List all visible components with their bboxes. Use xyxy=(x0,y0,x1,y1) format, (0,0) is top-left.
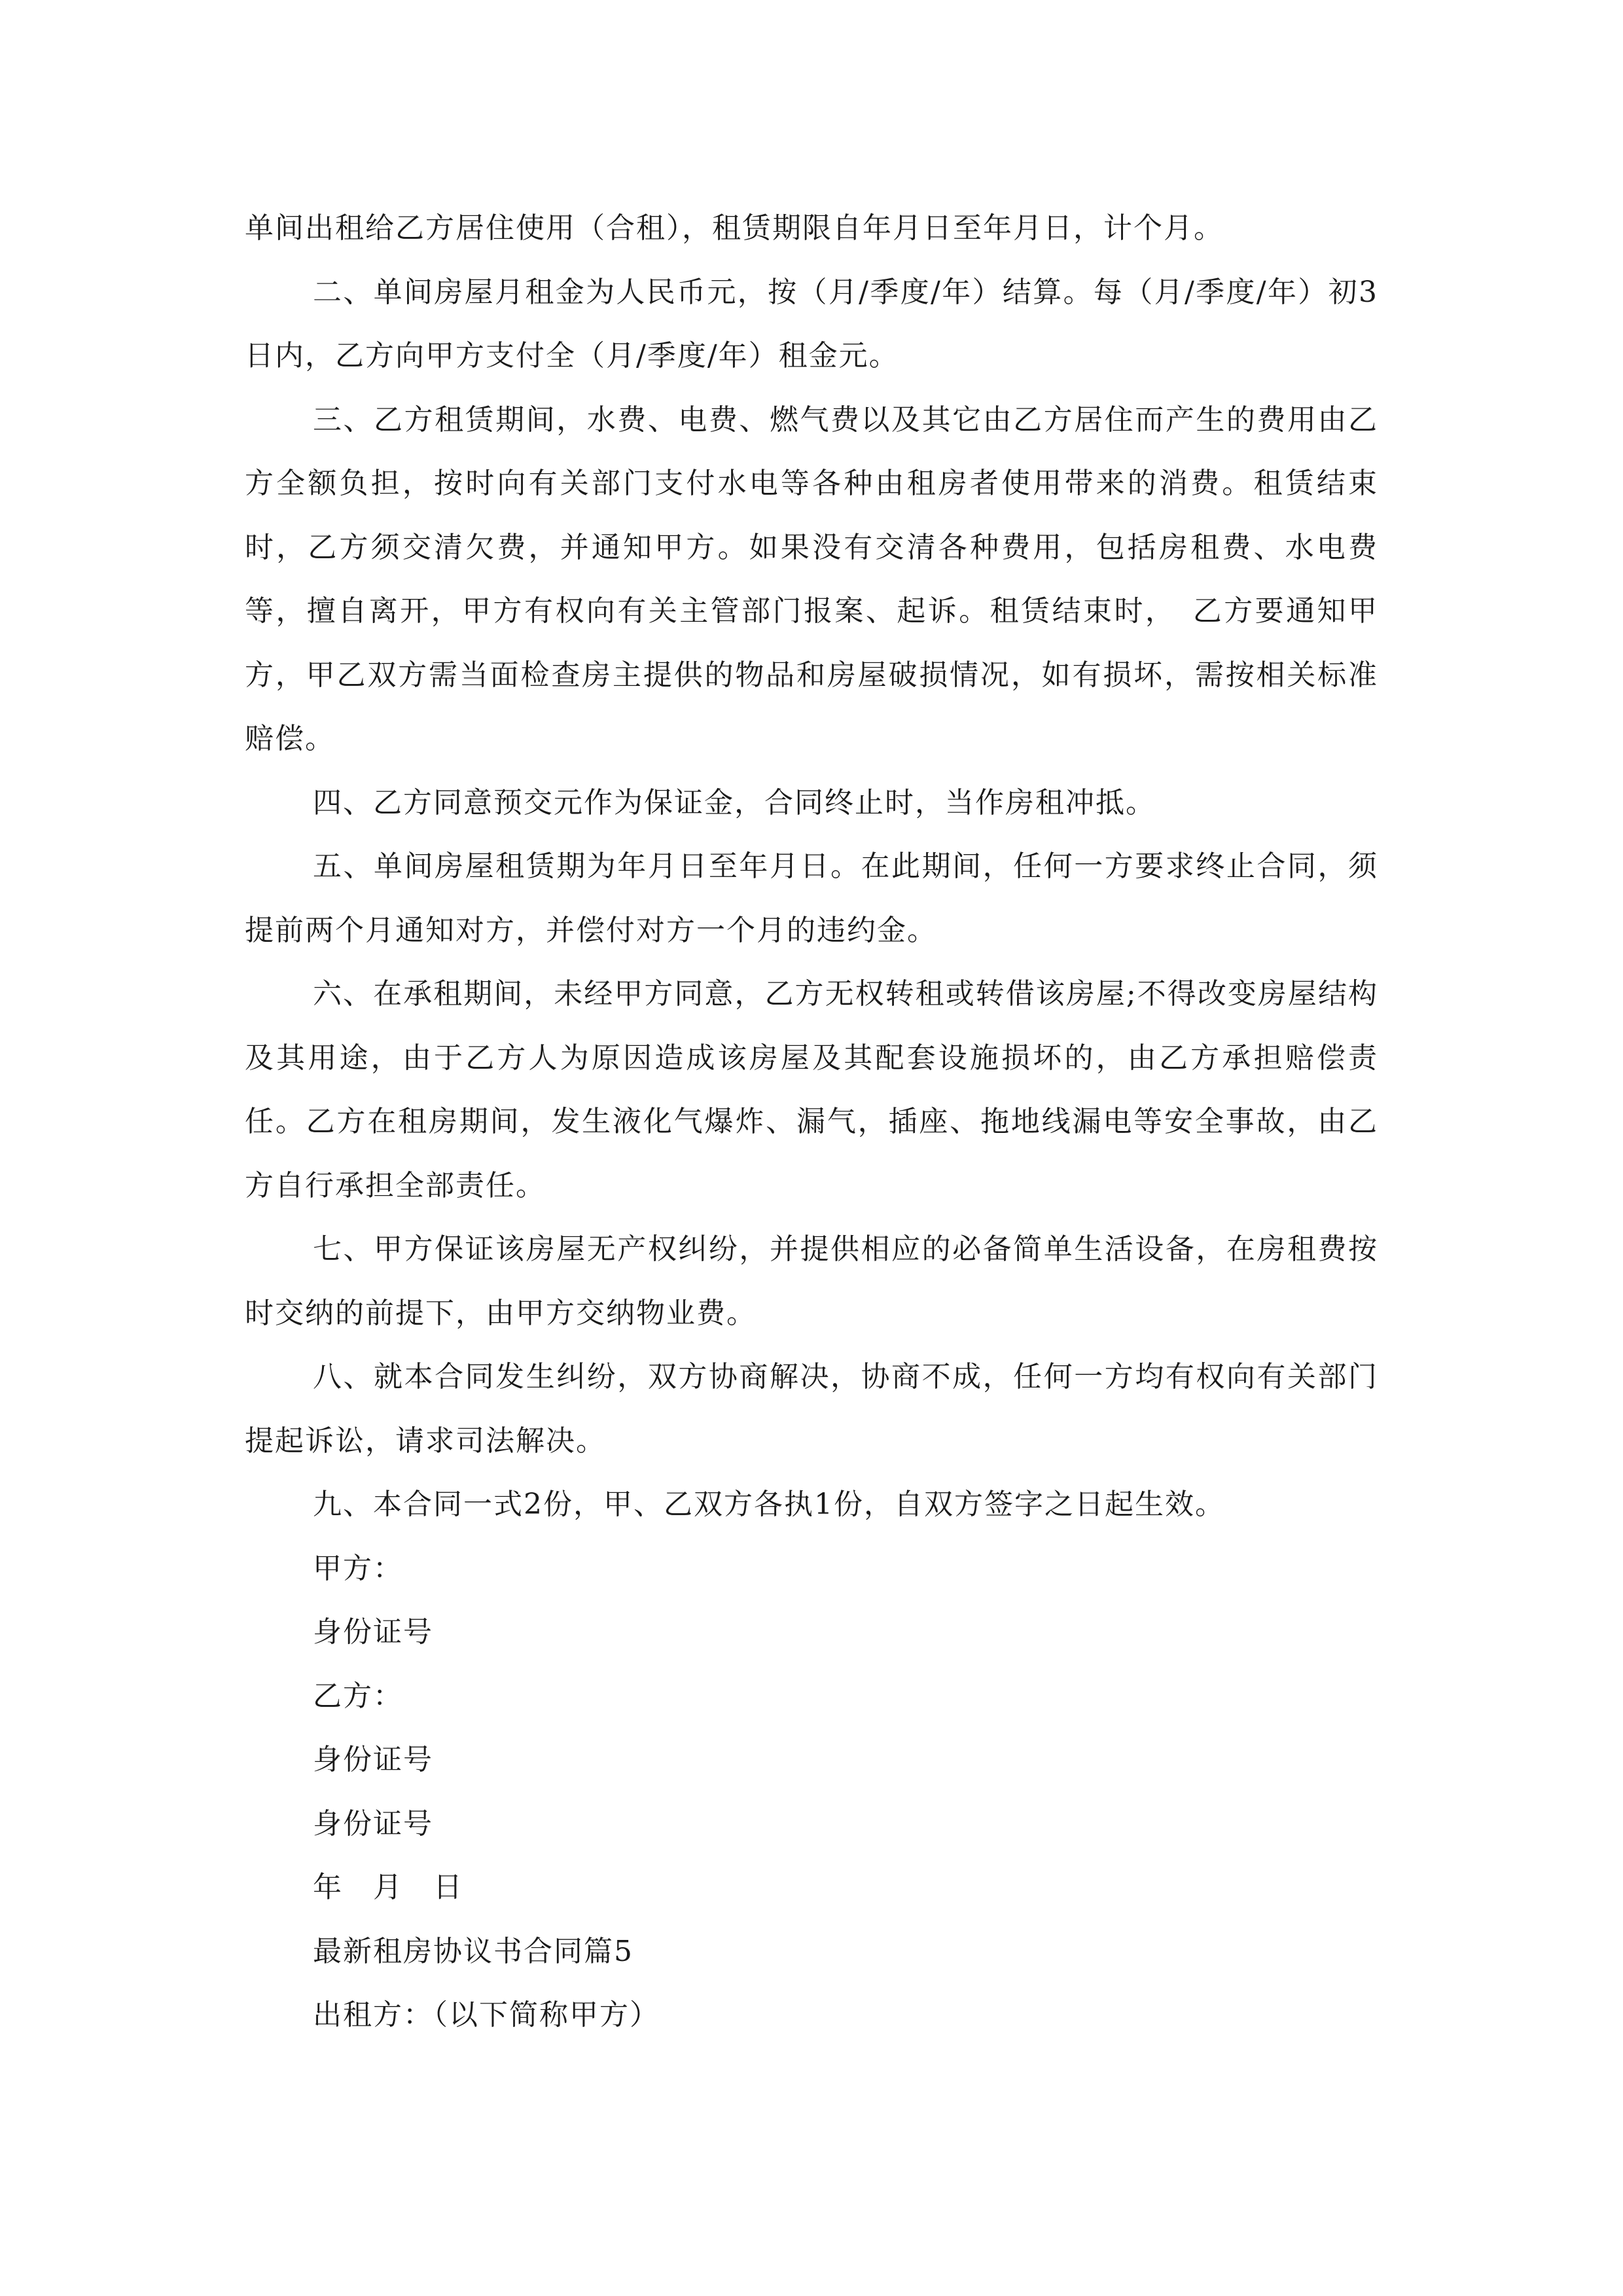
signing-date-line: 年 月 日 xyxy=(313,1871,463,1904)
clause-7-landlord-guarantee: 七、甲方保证该房屋无产权纠纷，并提供相应的必备简单生活设备，在房租费按时交纳的前提下，由甲方交纳物业费。 xyxy=(245,1232,1378,1330)
party-b-signature-label: 乙方： xyxy=(313,1679,403,1713)
extra-id-label: 身份证号 xyxy=(313,1806,433,1840)
clause-2-rent-payment: 二、单间房屋月租金为人民币元，按（月/季度/年）结算。每（月/季度/年）初3日内，乙方向甲方支付全（月/季度/年）租金元。 xyxy=(245,275,1378,372)
next-section-title: 最新租房协议书合同篇5 xyxy=(313,1934,633,1968)
party-a-signature-label: 甲方： xyxy=(313,1551,403,1585)
document-body xyxy=(245,196,1378,2047)
lessor-line: 出租方：（以下简称甲方） xyxy=(313,1998,660,2032)
clause-5-lease-term: 五、单间房屋租赁期为年月日至年月日。在此期间，任何一方要求终止合同，须提前两个月通知对方，并偿付对方一个月的违约金。 xyxy=(245,850,1378,947)
clause-8-disputes: 八、就本合同发生纠纷，双方协商解决，协商不成，任何一方均有权向有关部门提起诉讼，请求司法解决。 xyxy=(245,1360,1378,1458)
clause-6-subletting: 六、在承租期间，未经甲方同意，乙方无权转租或转借该房屋;不得改变房屋结构及其用途，由于乙方人为原因造成该房屋及其配套设施损坏的，由乙方承担赔偿责任。乙方在租房期间，发生液化气爆炸、漏气，插座、拖地线漏电等安全事故，由乙方自行承担全部责任。 xyxy=(245,977,1378,1202)
clause-4-deposit: 四、乙方同意预交元作为保证金，合同终止时，当作房租冲抵。 xyxy=(313,785,1156,819)
clause-9-effectiveness: 九、本合同一式2份，甲、乙双方各执1份，自双方签字之日起生效。 xyxy=(313,1488,1225,1521)
party-a-id-label: 身份证号 xyxy=(313,1615,433,1649)
party-b-id-label: 身份证号 xyxy=(313,1743,433,1776)
paragraph-intro-continuation: 单间出租给乙方居住使用（合租），租赁期限自年月日至年月日，计个月。 xyxy=(245,211,1224,245)
clause-3-utilities: 三、乙方租赁期间，水费、电费、燃气费以及其它由乙方居住而产生的费用由乙方全额负担，按时向有关部门支付水电等各种由租房者使用带来的消费。租赁结束时，乙方须交清欠费，并通知甲方。如果没有交清各种费用，包括房租费、水电费等，擅自离开，甲方有权向有关主管部门报案、起诉。租赁结束时， 乙方要通知甲方，甲乙双方需当面检查房主提供的物品和房屋破损情况，如有损坏，需按相关标准赔偿。 xyxy=(245,403,1378,755)
